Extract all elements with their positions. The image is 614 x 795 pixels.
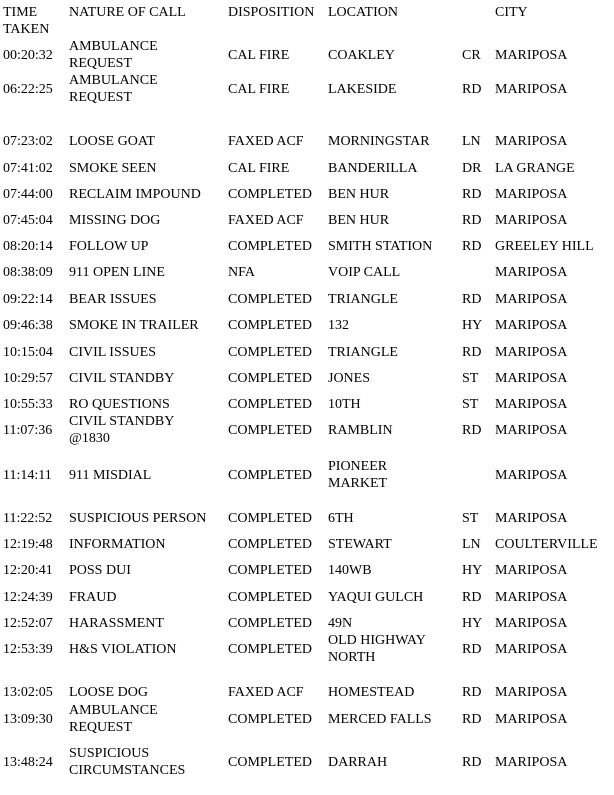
location-cell: BEN HUR: [328, 187, 390, 202]
disposition-cell: COMPLETED: [228, 590, 312, 605]
city-cell: MARIPOSA: [495, 82, 568, 97]
city-cell: MARIPOSA: [495, 134, 568, 149]
time-cell: 13:02:05: [3, 685, 53, 700]
street-suffix-cell: RD: [462, 423, 482, 438]
header-disposition: DISPOSITION: [228, 5, 315, 20]
nature-cell: 911 MISDIAL: [69, 468, 152, 483]
street-suffix-cell: HY: [462, 616, 483, 631]
city-cell: MARIPOSA: [495, 345, 568, 360]
time-cell: 12:24:39: [3, 590, 53, 605]
time-cell: 12:19:48: [3, 537, 53, 552]
nature-cell: LOOSE DOG: [69, 685, 148, 700]
disposition-cell: COMPLETED: [228, 187, 312, 202]
nature-cell: CIVIL STANDBY @1830: [69, 414, 175, 446]
city-cell: MARIPOSA: [495, 642, 568, 657]
time-cell: 06:22:25: [3, 82, 53, 97]
time-cell: 09:22:14: [3, 292, 53, 307]
city-cell: MARIPOSA: [495, 265, 568, 280]
city-cell: MARIPOSA: [495, 292, 568, 307]
street-suffix-cell: RD: [462, 755, 482, 770]
nature-cell: INFORMATION: [69, 537, 166, 552]
time-cell: 11:22:52: [3, 511, 53, 526]
nature-cell: SUSPICIOUS PERSON: [69, 511, 207, 526]
disposition-cell: CAL FIRE: [228, 48, 290, 63]
time-cell: 07:44:00: [3, 187, 53, 202]
disposition-cell: COMPLETED: [228, 537, 312, 552]
location-cell: HOMESTEAD: [328, 685, 415, 700]
disposition-cell: COMPLETED: [228, 755, 312, 770]
disposition-cell: COMPLETED: [228, 563, 312, 578]
city-cell: MARIPOSA: [495, 371, 568, 386]
location-cell: 10TH: [328, 397, 361, 412]
location-cell: 49N: [328, 616, 353, 631]
nature-cell: LOOSE GOAT: [69, 134, 155, 149]
nature-cell: AMBULANCE REQUEST: [69, 73, 158, 105]
disposition-cell: FAXED ACF: [228, 134, 304, 149]
street-suffix-cell: RD: [462, 292, 482, 307]
city-cell: LA GRANGE: [495, 161, 575, 176]
street-suffix-cell: ST: [462, 511, 479, 526]
street-suffix-cell: DR: [462, 161, 482, 176]
location-cell: COAKLEY: [328, 48, 395, 63]
city-cell: MARIPOSA: [495, 685, 568, 700]
time-cell: 00:20:32: [3, 48, 53, 63]
city-cell: MARIPOSA: [495, 397, 568, 412]
location-cell: TRIANGLE: [328, 292, 398, 307]
location-cell: STEWART: [328, 537, 392, 552]
nature-cell: CIVIL ISSUES: [69, 345, 156, 360]
street-suffix-cell: RD: [462, 82, 482, 97]
nature-cell: AMBULANCE REQUEST: [69, 703, 158, 735]
city-cell: MARIPOSA: [495, 468, 568, 483]
location-cell: LAKESIDE: [328, 82, 397, 97]
time-cell: 12:53:39: [3, 642, 53, 657]
header-location: LOCATION: [328, 5, 398, 20]
nature-cell: SMOKE SEEN: [69, 161, 157, 176]
nature-cell: SUSPICIOUS CIRCUMSTANCES: [69, 746, 186, 778]
location-cell: 6TH: [328, 511, 354, 526]
city-cell: MARIPOSA: [495, 423, 568, 438]
time-cell: 07:23:02: [3, 134, 53, 149]
nature-cell: POSS DUI: [69, 563, 131, 578]
header-city: CITY: [495, 5, 528, 20]
header-nature-of-call: NATURE OF CALL: [69, 5, 186, 20]
time-cell: 12:52:07: [3, 616, 53, 631]
street-suffix-cell: RD: [462, 685, 482, 700]
street-suffix-cell: HY: [462, 318, 483, 333]
time-cell: 10:29:57: [3, 371, 53, 386]
city-cell: MARIPOSA: [495, 563, 568, 578]
location-cell: JONES: [328, 371, 371, 386]
nature-cell: HARASSMENT: [69, 616, 164, 631]
nature-cell: SMOKE IN TRAILER: [69, 318, 199, 333]
city-cell: MARIPOSA: [495, 213, 568, 228]
disposition-cell: COMPLETED: [228, 345, 312, 360]
time-cell: 11:14:11: [3, 468, 52, 483]
location-cell: RAMBLIN: [328, 423, 393, 438]
disposition-cell: COMPLETED: [228, 397, 312, 412]
nature-cell: FRAUD: [69, 590, 117, 605]
time-cell: 08:20:14: [3, 239, 53, 254]
disposition-cell: COMPLETED: [228, 616, 312, 631]
city-cell: MARIPOSA: [495, 590, 568, 605]
location-cell: SMITH STATION: [328, 239, 433, 254]
nature-cell: MISSING DOG: [69, 213, 161, 228]
time-cell: 09:46:38: [3, 318, 53, 333]
location-cell: BEN HUR: [328, 213, 390, 228]
nature-cell: AMBULANCE REQUEST: [69, 39, 158, 71]
location-cell: DARRAH: [328, 755, 388, 770]
location-cell: TRIANGLE: [328, 345, 398, 360]
street-suffix-cell: ST: [462, 371, 479, 386]
time-cell: 11:07:36: [3, 423, 53, 438]
time-cell: 07:41:02: [3, 161, 53, 176]
location-cell: 140WB: [328, 563, 372, 578]
location-cell: MERCED FALLS: [328, 712, 432, 727]
time-cell: 13:09:30: [3, 712, 53, 727]
nature-cell: RECLAIM IMPOUND: [69, 187, 201, 202]
disposition-cell: COMPLETED: [228, 511, 312, 526]
city-cell: MARIPOSA: [495, 616, 568, 631]
street-suffix-cell: RD: [462, 213, 482, 228]
nature-cell: H&S VIOLATION: [69, 642, 177, 657]
time-cell: 12:20:41: [3, 563, 53, 578]
location-cell: BANDERILLA: [328, 161, 418, 176]
header-time-taken: TIME TAKEN: [3, 5, 50, 37]
disposition-cell: COMPLETED: [228, 292, 312, 307]
street-suffix-cell: ST: [462, 397, 479, 412]
location-cell: 132: [328, 318, 349, 333]
city-cell: GREELEY HILL: [495, 239, 594, 254]
street-suffix-cell: CR: [462, 48, 481, 63]
street-suffix-cell: RD: [462, 345, 482, 360]
disposition-cell: COMPLETED: [228, 642, 312, 657]
street-suffix-cell: RD: [462, 712, 482, 727]
disposition-cell: COMPLETED: [228, 371, 312, 386]
disposition-cell: FAXED ACF: [228, 213, 304, 228]
nature-cell: CIVIL STANDBY: [69, 371, 175, 386]
city-cell: MARIPOSA: [495, 318, 568, 333]
disposition-cell: COMPLETED: [228, 468, 312, 483]
street-suffix-cell: RD: [462, 642, 482, 657]
disposition-cell: FAXED ACF: [228, 685, 304, 700]
location-cell: OLD HIGHWAY NORTH: [328, 633, 426, 665]
disposition-cell: COMPLETED: [228, 239, 312, 254]
disposition-cell: CAL FIRE: [228, 161, 290, 176]
time-cell: 10:15:04: [3, 345, 53, 360]
disposition-cell: COMPLETED: [228, 712, 312, 727]
time-cell: 07:45:04: [3, 213, 53, 228]
city-cell: MARIPOSA: [495, 712, 568, 727]
city-cell: COULTERVILLE: [495, 537, 598, 552]
street-suffix-cell: RD: [462, 590, 482, 605]
street-suffix-cell: LN: [462, 537, 481, 552]
disposition-cell: COMPLETED: [228, 318, 312, 333]
location-cell: PIONEER MARKET: [328, 459, 388, 491]
nature-cell: BEAR ISSUES: [69, 292, 157, 307]
nature-cell: 911 OPEN LINE: [69, 265, 165, 280]
disposition-cell: CAL FIRE: [228, 82, 290, 97]
disposition-cell: COMPLETED: [228, 423, 312, 438]
nature-cell: FOLLOW UP: [69, 239, 149, 254]
time-cell: 10:55:33: [3, 397, 53, 412]
street-suffix-cell: RD: [462, 187, 482, 202]
city-cell: MARIPOSA: [495, 187, 568, 202]
location-cell: MORNINGSTAR: [328, 134, 430, 149]
location-cell: YAQUI GULCH: [328, 590, 424, 605]
street-suffix-cell: RD: [462, 239, 482, 254]
street-suffix-cell: HY: [462, 563, 483, 578]
time-cell: 08:38:09: [3, 265, 53, 280]
nature-cell: RO QUESTIONS: [69, 397, 170, 412]
city-cell: MARIPOSA: [495, 511, 568, 526]
city-cell: MARIPOSA: [495, 48, 568, 63]
city-cell: MARIPOSA: [495, 755, 568, 770]
street-suffix-cell: LN: [462, 134, 481, 149]
disposition-cell: NFA: [228, 265, 255, 280]
location-cell: VOIP CALL: [328, 265, 401, 280]
time-cell: 13:48:24: [3, 755, 53, 770]
